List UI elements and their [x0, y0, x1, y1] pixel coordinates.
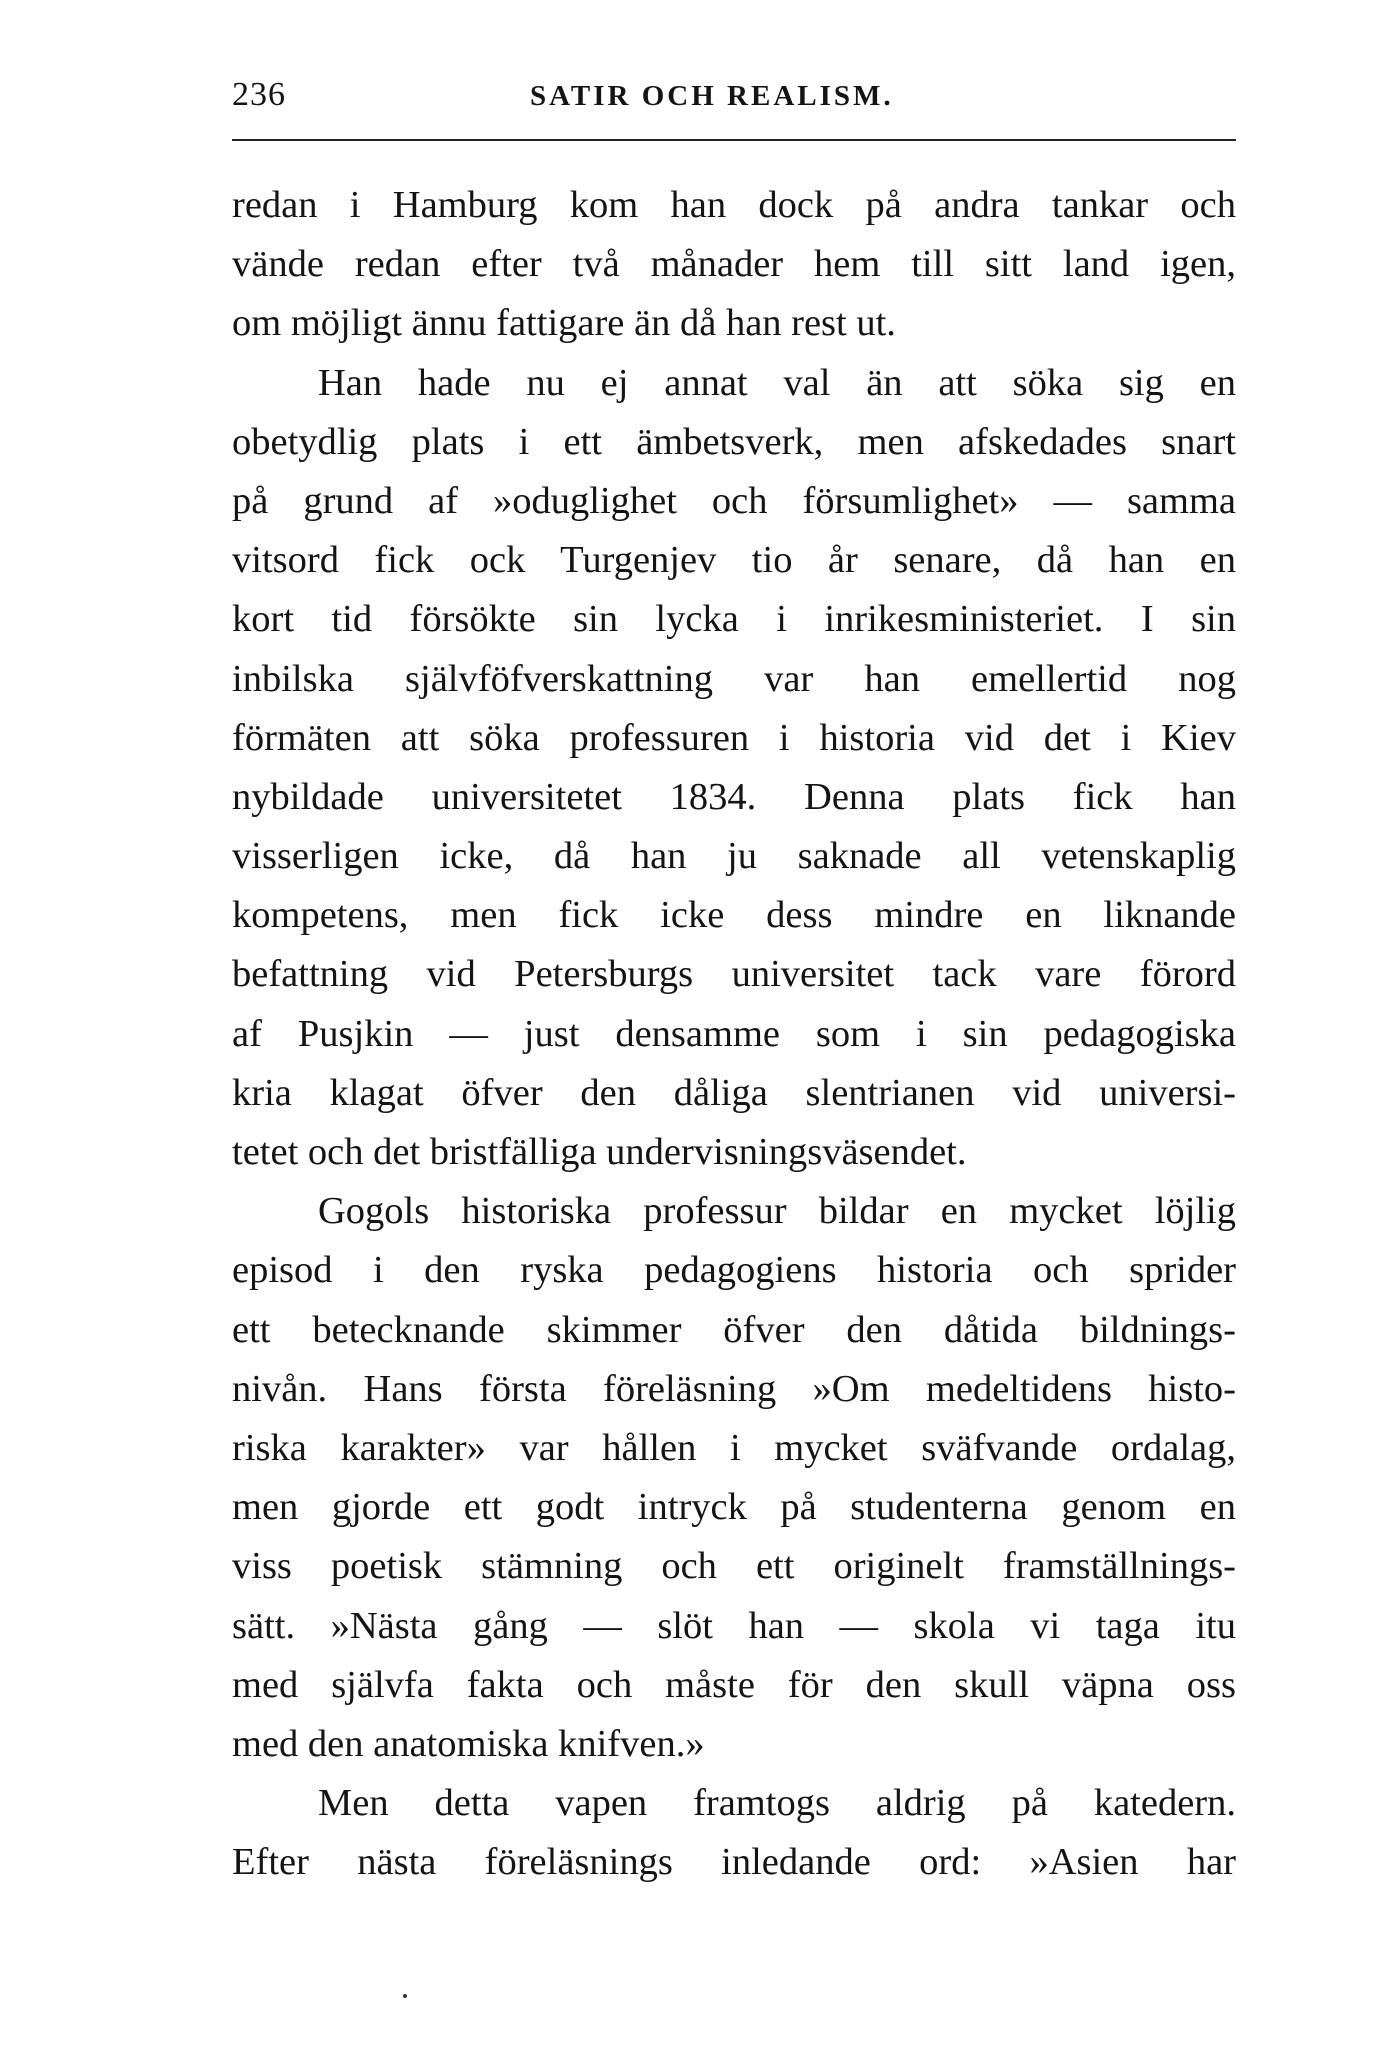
text-line: kort tid försökte sin lycka i inrikesministeriet. I sin: [232, 598, 1236, 641]
text-line: men gjorde ett godt intryck på studenterna genom en: [232, 1486, 1236, 1529]
text-line: Efter nästa föreläsnings inledande ord: »Asien har: [232, 1841, 1236, 1884]
text-line: episod i den ryska pedagogiens historia och sprider: [232, 1249, 1236, 1292]
running-head: SATIR OCH REALISM.: [530, 80, 894, 112]
page-header: [232, 76, 1232, 126]
text-line: obetydlig plats i ett ämbetsverk, men afskedades snart: [232, 420, 1236, 463]
text-line: med självfa fakta och måste för den skull väpna oss: [232, 1663, 1236, 1706]
text-line: på grund af »oduglighet och försumlighet» — samma: [232, 479, 1236, 522]
text-line: vände redan efter två månader hem till sitt land igen,: [232, 243, 1236, 286]
body-text: [232, 176, 1236, 1892]
text-line: Men detta vapen framtogs aldrig på katedern.: [318, 1782, 1236, 1825]
text-line: redan i Hamburg kom han dock på andra tankar och: [232, 184, 1236, 226]
text-line: kria klagat öfver den dåliga slentrianen vid universi-: [232, 1071, 1236, 1114]
ink-speck: [403, 1994, 407, 1998]
text-line: af Pusjkin — just densamme som i sin pedagogiska: [232, 1012, 1236, 1055]
text-line: Han hade nu ej annat val än att söka sig en: [318, 361, 1236, 404]
text-line: ett betecknande skimmer öfver den dåtida bildnings-: [232, 1308, 1236, 1351]
header-rule: [232, 139, 1236, 141]
text-line: riska karakter» var hållen i mycket sväfvande ordalag,: [232, 1426, 1236, 1469]
text-line: förmäten att söka professuren i historia vid det i Kiev: [232, 716, 1236, 759]
text-line: med den anatomiska knifven.»: [232, 1722, 705, 1765]
text-line: sätt. »Nästa gång — slöt han — skola vi taga itu: [232, 1604, 1236, 1647]
page-number: 236: [232, 76, 286, 113]
text-line: inbilska självföfverskattning var han emellertid nog: [232, 657, 1236, 700]
text-line: visserligen icke, då han ju saknade all vetenskaplig: [232, 835, 1236, 878]
text-line: tetet och det bristfälliga undervisningsväsendet.: [232, 1131, 967, 1173]
text-line: Gogols historiska professur bildar en mycket löjlig: [318, 1190, 1236, 1233]
text-line: vitsord fick ock Turgenjev tio år senare, då han en: [232, 539, 1236, 582]
text-line: befattning vid Petersburgs universitet tack vare förord: [232, 953, 1236, 996]
text-line: kompetens, men fick icke dess mindre en liknande: [232, 894, 1236, 937]
text-line: nivån. Hans första föreläsning »Om medeltidens histo-: [232, 1367, 1236, 1410]
text-line: nybildade universitetet 1834. Denna plats fick han: [232, 775, 1236, 818]
text-line: om möjligt ännu fattigare än då han rest ut.: [232, 302, 896, 345]
text-line: viss poetisk stämning och ett originelt framställnings-: [232, 1545, 1236, 1588]
